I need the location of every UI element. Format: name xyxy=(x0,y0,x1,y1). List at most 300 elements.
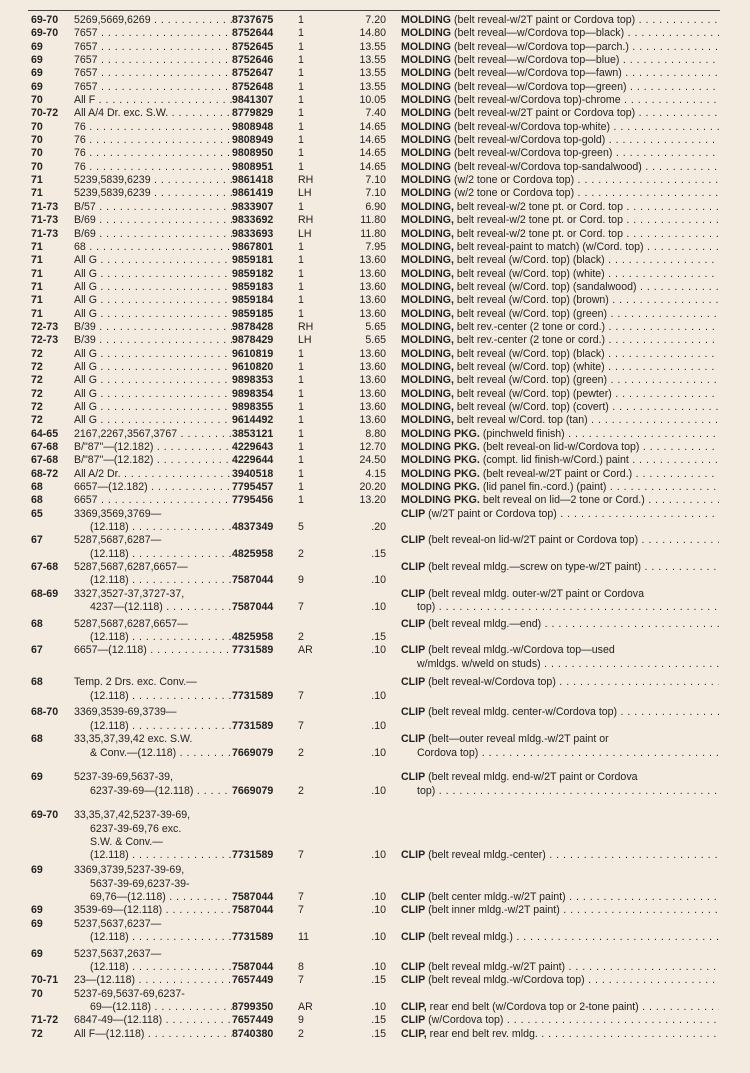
model-cell xyxy=(74,864,232,904)
catalog-row xyxy=(0,161,750,174)
description-text: (lid panel fin.-cord.) (paint) xyxy=(479,481,607,494)
model-cell xyxy=(74,441,232,454)
part-number: 8740380 xyxy=(232,1027,274,1040)
item-name: MOLDING xyxy=(401,107,452,120)
year-cell: 70 xyxy=(31,134,43,147)
part-number: 7731589 xyxy=(232,930,274,943)
catalog-row xyxy=(0,308,750,321)
catalog-row xyxy=(0,494,750,507)
model-line: All G . . . xyxy=(74,401,232,414)
year-cell: 71 xyxy=(31,294,43,307)
model-line: 76 . . . xyxy=(74,161,232,174)
model-cell xyxy=(74,241,232,254)
item-name: MOLDING xyxy=(401,80,452,93)
quantity: 2 xyxy=(298,631,304,644)
year-cell: 68-70 xyxy=(31,706,59,719)
model-line: B/"87"—(12.182) . . . xyxy=(74,454,232,467)
model-cell xyxy=(74,361,232,374)
item-name: MOLDING, xyxy=(401,200,454,213)
description-text: (belt reveal mldg.-w/Cordova top—used xyxy=(425,644,615,657)
price: 13.55 xyxy=(359,54,386,67)
model-line: All G . . . xyxy=(74,308,232,321)
description-spacer xyxy=(401,864,719,877)
catalog-row xyxy=(0,187,750,200)
catalog-row xyxy=(0,988,750,1015)
description-spacer xyxy=(401,836,719,849)
item-name: MOLDING, xyxy=(401,347,454,360)
description-line xyxy=(401,201,719,214)
description-text: (belt reveal-w/Cordova top-gold) xyxy=(451,134,606,147)
part-number: 9859185 xyxy=(232,307,274,320)
catalog-row xyxy=(0,508,750,535)
description-spacer xyxy=(401,823,719,836)
description-line xyxy=(401,561,719,574)
model-cell xyxy=(74,41,232,54)
price: 13.55 xyxy=(359,67,386,80)
year-cell: 71-72 xyxy=(31,1014,59,1027)
quantity: 2 xyxy=(298,746,304,759)
year-cell: 72 xyxy=(31,347,43,360)
catalog-row xyxy=(0,388,750,401)
catalog-row xyxy=(0,428,750,441)
model-line: 33,35,37,42,5237-39-69, xyxy=(74,809,191,822)
model-line: All G . . . xyxy=(74,388,232,401)
description-text: (w/2 tone or Cordova top) xyxy=(451,187,575,200)
model-cell xyxy=(74,107,232,120)
catalog-row xyxy=(0,441,750,454)
catalog-row xyxy=(0,534,750,561)
part-number: 8737675 xyxy=(232,14,274,26)
description-line xyxy=(401,321,719,334)
model-line: All F . . . xyxy=(74,94,232,107)
description-text: belt rev.-center (2 tone or cord.) xyxy=(453,320,606,333)
year-cell: 68-69 xyxy=(31,587,59,600)
quantity: 5 xyxy=(298,521,304,534)
description-line xyxy=(401,414,719,427)
quantity: 11 xyxy=(298,930,309,943)
model-line: 5287,5687,6287,6657— xyxy=(74,561,188,574)
description-cell xyxy=(401,201,719,214)
description-text: (belt reveal-w/Cordova top)-chrome xyxy=(451,94,621,107)
price: .10 xyxy=(371,601,386,614)
description-text: (belt reveal-w/Cordova top-sandalwood) xyxy=(451,160,642,173)
price: 13.60 xyxy=(359,347,386,360)
price: 13.60 xyxy=(359,374,386,387)
model-line: 3369,3539-69,3739— xyxy=(74,706,177,719)
year-cell: 69 xyxy=(31,80,43,93)
catalog-row xyxy=(0,1014,750,1027)
catalog-row xyxy=(0,771,750,809)
model-line: (12.118) . . . xyxy=(74,574,232,587)
price: 13.60 xyxy=(359,267,386,280)
description-line xyxy=(401,428,719,441)
part-number: 7657449 xyxy=(232,974,274,987)
model-cell xyxy=(74,214,232,227)
catalog-row xyxy=(0,588,750,618)
part-number: 8752648 xyxy=(232,80,274,93)
description-line xyxy=(401,268,719,281)
year-cell: 72 xyxy=(31,400,43,413)
model-line: (12.118) . . . xyxy=(74,961,232,974)
description-line xyxy=(401,187,719,200)
description-text: (compt. lid finish-w/Cord.) paint xyxy=(479,454,629,467)
catalog-row xyxy=(0,241,750,254)
description-cell xyxy=(401,187,719,200)
part-number: 8779829 xyxy=(232,107,274,120)
year-cell: 70 xyxy=(31,160,43,173)
description-text: (belt reveal-w/2T paint or Cordova top) xyxy=(451,107,636,120)
quantity: RH xyxy=(298,320,314,333)
model-cell xyxy=(74,14,232,27)
model-line: 6237-39-69,76 exc. xyxy=(90,822,182,835)
price: 4.15 xyxy=(365,467,386,480)
catalog-row xyxy=(0,107,750,120)
catalog-row xyxy=(0,281,750,294)
model-line: (12.118) . . . xyxy=(74,631,232,644)
quantity: 1 xyxy=(298,67,304,80)
model-line: All G . . . xyxy=(74,374,232,387)
model-line: All G . . . xyxy=(74,281,232,294)
part-number: 7587044 xyxy=(232,601,274,614)
item-name: MOLDING, xyxy=(401,360,454,373)
description-text: belt reveal w/Cord. top (tan) xyxy=(453,414,588,427)
model-line: All A/4 Dr. exc. S.W. . . . xyxy=(74,107,232,120)
model-line: All G . . . xyxy=(74,361,232,374)
catalog-row xyxy=(0,201,750,214)
model-line: 5287,5687,6287— xyxy=(74,534,162,547)
year-cell: 71 xyxy=(31,174,43,187)
model-cell xyxy=(74,618,232,645)
description-cell xyxy=(401,676,719,689)
description-cell xyxy=(401,161,719,174)
item-name: MOLDING xyxy=(401,67,452,80)
description-cell xyxy=(401,348,719,361)
price: 7.95 xyxy=(365,240,386,253)
catalog-row xyxy=(0,809,750,864)
catalog-row xyxy=(0,228,750,241)
part-number: 8752644 xyxy=(232,27,274,40)
price: 13.60 xyxy=(359,280,386,293)
description-continuation: top) . . . xyxy=(401,785,719,798)
price: 13.20 xyxy=(359,494,386,507)
description-line xyxy=(401,14,719,27)
catalog-row xyxy=(0,214,750,227)
part-number: 9859183 xyxy=(232,280,274,293)
item-name: CLIP xyxy=(401,507,426,520)
description-cell xyxy=(401,534,719,547)
description-cell xyxy=(401,334,719,347)
year-cell: 69 xyxy=(31,917,43,930)
price: 13.60 xyxy=(359,387,386,400)
description-cell xyxy=(401,54,719,67)
part-number: 9610820 xyxy=(232,360,274,373)
quantity: 1 xyxy=(298,54,304,67)
model-line: 6657 . . . xyxy=(74,494,232,507)
price: 13.55 xyxy=(359,40,386,53)
model-cell xyxy=(74,321,232,334)
price: .10 xyxy=(371,904,386,917)
quantity: 1 xyxy=(298,27,304,40)
model-line: All G . . . xyxy=(74,254,232,267)
part-number: 9859182 xyxy=(232,267,274,280)
catalog-row xyxy=(0,401,750,414)
price: 13.60 xyxy=(359,414,386,427)
model-cell xyxy=(74,428,232,441)
quantity: 2 xyxy=(298,1027,304,1040)
year-cell: 72-73 xyxy=(31,320,59,333)
model-cell xyxy=(74,733,232,760)
description-text: (belt reveal-w/2T paint or Cordova top) xyxy=(451,14,636,26)
model-line: 23—(12.118) . . . xyxy=(74,974,232,987)
part-number: 7669079 xyxy=(232,784,274,797)
model-line: S.W. & Conv.— xyxy=(90,835,163,848)
description-text: (w/2 tone or Cordova top) xyxy=(451,174,575,187)
description-cell xyxy=(401,321,719,334)
description-text: (belt reveal—w/Cordova top—fawn) xyxy=(451,67,622,80)
description-line xyxy=(401,1001,719,1014)
model-cell xyxy=(74,401,232,414)
year-cell: 71 xyxy=(31,240,43,253)
price: .15 xyxy=(371,631,386,644)
item-name: MOLDING, xyxy=(401,320,454,333)
description-line xyxy=(401,849,719,862)
description-text: (belt inner mldg.-w/2T paint) xyxy=(425,904,560,917)
part-number: 9878429 xyxy=(232,334,274,347)
catalog-row xyxy=(0,321,750,334)
quantity: 1 xyxy=(298,374,304,387)
price: 11.80 xyxy=(360,214,386,227)
model-line: B/"87"—(12.182) . . . xyxy=(74,441,232,454)
quantity: LH xyxy=(298,334,312,347)
part-number: 9808951 xyxy=(232,160,274,173)
model-cell xyxy=(74,94,232,107)
quantity: 1 xyxy=(298,307,304,320)
part-number: 7731589 xyxy=(232,719,274,732)
model-line: 5637-39-69,6237-39- xyxy=(90,877,190,890)
part-number: 9833907 xyxy=(232,200,274,213)
model-line: 5237,5637,2637— xyxy=(74,947,162,960)
model-line: 6657—(12.182) . . . xyxy=(74,481,232,494)
description-spacer xyxy=(401,878,719,891)
quantity: 1 xyxy=(298,80,304,93)
item-name: CLIP xyxy=(401,587,426,600)
model-cell xyxy=(74,974,232,987)
catalog-row xyxy=(0,904,750,917)
year-cell: 68-72 xyxy=(31,467,59,480)
quantity: AR xyxy=(298,1000,313,1013)
description-cell xyxy=(401,147,719,160)
model-line: 33,35,37,39,42 exc. S.W. xyxy=(74,733,193,746)
model-cell xyxy=(74,201,232,214)
price: .10 xyxy=(371,644,386,657)
description-cell xyxy=(401,174,719,187)
catalog-row xyxy=(0,676,750,706)
description-cell xyxy=(401,904,719,917)
item-name: CLIP xyxy=(401,733,426,746)
catalog-row xyxy=(0,268,750,281)
model-cell xyxy=(74,771,232,798)
item-name: MOLDING, xyxy=(401,414,454,427)
model-cell xyxy=(74,254,232,267)
model-cell xyxy=(74,121,232,134)
quantity: 2 xyxy=(298,547,304,560)
quantity: 7 xyxy=(298,890,304,903)
model-line: 5239,5839,6239 . . . xyxy=(74,174,232,187)
quantity: 1 xyxy=(298,427,304,440)
part-number: 9859184 xyxy=(232,294,274,307)
model-line: 7657 . . . xyxy=(74,41,232,54)
item-name: CLIP xyxy=(401,706,426,719)
description-cell xyxy=(401,733,719,760)
price: 8.80 xyxy=(365,427,386,440)
part-number: 7657449 xyxy=(232,1014,274,1027)
description-cell xyxy=(401,588,719,615)
price: 12.70 xyxy=(359,441,386,453)
price: 7.10 xyxy=(365,174,386,187)
model-line: 6657—(12.118) . . . xyxy=(74,644,232,657)
model-cell xyxy=(74,228,232,241)
description-cell xyxy=(401,428,719,441)
price: 13.60 xyxy=(359,294,386,307)
quantity: 1 xyxy=(298,400,304,413)
year-cell: 69 xyxy=(31,54,43,67)
description-line xyxy=(401,441,719,454)
description-continuation: w/mldgs. w/weld on studs) . . . xyxy=(401,658,719,671)
description-text: (belt—outer reveal mldg.-w/2T paint or xyxy=(425,733,609,746)
model-cell xyxy=(74,561,232,588)
catalog-row xyxy=(0,54,750,67)
item-name: CLIP xyxy=(401,849,426,862)
model-cell xyxy=(74,454,232,467)
price: .10 xyxy=(371,1000,386,1013)
part-number: 9898353 xyxy=(232,374,274,387)
description-line xyxy=(401,961,719,974)
description-text: (belt reveal-w/Cordova top-white) xyxy=(451,120,610,133)
item-name: MOLDING xyxy=(401,120,452,133)
model-cell xyxy=(74,294,232,307)
model-line: 7657 . . . xyxy=(74,54,232,67)
catalog-row xyxy=(0,254,750,267)
model-cell xyxy=(74,676,232,703)
model-cell xyxy=(74,334,232,347)
description-line xyxy=(401,281,719,294)
year-cell: 67-68 xyxy=(31,454,59,467)
description-line xyxy=(401,771,719,784)
description-cell xyxy=(401,864,719,904)
item-name: MOLDING xyxy=(401,94,452,107)
model-cell xyxy=(74,988,232,1015)
price: 14.65 xyxy=(359,134,386,147)
description-cell xyxy=(401,988,719,1015)
quantity: 1 xyxy=(298,200,304,213)
description-cell xyxy=(401,706,719,719)
description-spacer xyxy=(401,809,719,822)
quantity: 1 xyxy=(298,494,304,507)
part-number: 9898354 xyxy=(232,387,274,400)
catalog-row xyxy=(0,334,750,347)
price: 6.90 xyxy=(365,200,386,213)
model-cell xyxy=(74,174,232,187)
description-cell xyxy=(401,918,719,945)
price: 13.55 xyxy=(359,80,386,93)
description-cell xyxy=(401,771,719,798)
year-cell: 71-73 xyxy=(31,227,59,240)
model-line: 69,76—(12.118) . . . xyxy=(74,891,232,904)
item-name: MOLDING, xyxy=(401,294,454,307)
part-number: 9859181 xyxy=(232,254,274,267)
description-line xyxy=(401,481,719,494)
model-cell xyxy=(74,508,232,535)
item-name: MOLDING xyxy=(401,27,452,40)
model-cell xyxy=(74,281,232,294)
description-line xyxy=(401,1028,719,1041)
description-line xyxy=(401,228,719,241)
description-text: belt rev.-center (2 tone or cord.) xyxy=(453,334,606,347)
year-cell: 72 xyxy=(31,1027,43,1040)
price: .10 xyxy=(371,890,386,903)
item-name: MOLDING, xyxy=(401,400,454,413)
catalog-row xyxy=(0,918,750,948)
description-line xyxy=(401,134,719,147)
item-name: CLIP, xyxy=(401,1027,427,1040)
description-line xyxy=(401,974,719,987)
part-number: 7731589 xyxy=(232,644,274,657)
part-number: 9833693 xyxy=(232,227,274,240)
part-number: 9867801 xyxy=(232,240,274,253)
model-cell xyxy=(74,1014,232,1027)
part-number: 8752647 xyxy=(232,67,274,80)
item-name: MOLDING xyxy=(401,187,452,200)
catalog-row xyxy=(0,121,750,134)
description-text: (belt reveal mldg.) xyxy=(425,930,513,943)
part-number: 8752645 xyxy=(232,40,274,53)
quantity: 1 xyxy=(298,414,304,427)
model-cell xyxy=(74,644,232,657)
price: 14.65 xyxy=(359,147,386,160)
model-cell xyxy=(74,706,232,733)
part-number: 4825958 xyxy=(232,547,274,560)
model-line: All G . . . xyxy=(74,294,232,307)
model-cell xyxy=(74,388,232,401)
item-name: MOLDING PKG. xyxy=(401,494,480,507)
quantity: 1 xyxy=(298,347,304,360)
year-cell: 71 xyxy=(31,307,43,320)
item-name: MOLDING, xyxy=(401,240,454,253)
part-number: 7587044 xyxy=(232,574,274,587)
description-cell xyxy=(401,809,719,862)
year-cell: 70 xyxy=(31,987,43,1000)
year-cell: 67 xyxy=(31,644,43,657)
quantity: LH xyxy=(298,187,312,200)
model-cell xyxy=(74,809,232,862)
description-cell xyxy=(401,228,719,241)
description-cell xyxy=(401,401,719,414)
description-cell xyxy=(401,388,719,401)
description-cell xyxy=(401,107,719,120)
model-line: (12.118) . . . xyxy=(74,849,232,862)
item-name: MOLDING PKG. xyxy=(401,441,480,453)
price: 20.20 xyxy=(359,481,386,494)
model-cell xyxy=(74,134,232,147)
quantity: 7 xyxy=(298,904,304,917)
year-cell: 68 xyxy=(31,617,43,630)
description-text: (belt reveal—w/Cordova top—green) xyxy=(451,80,627,93)
quantity: 1 xyxy=(298,254,304,267)
catalog-row xyxy=(0,174,750,187)
quantity: 7 xyxy=(298,689,304,702)
description-text: (belt reveal mldg. center-w/Cordova top) xyxy=(425,706,618,719)
part-number: 9898355 xyxy=(232,400,274,413)
